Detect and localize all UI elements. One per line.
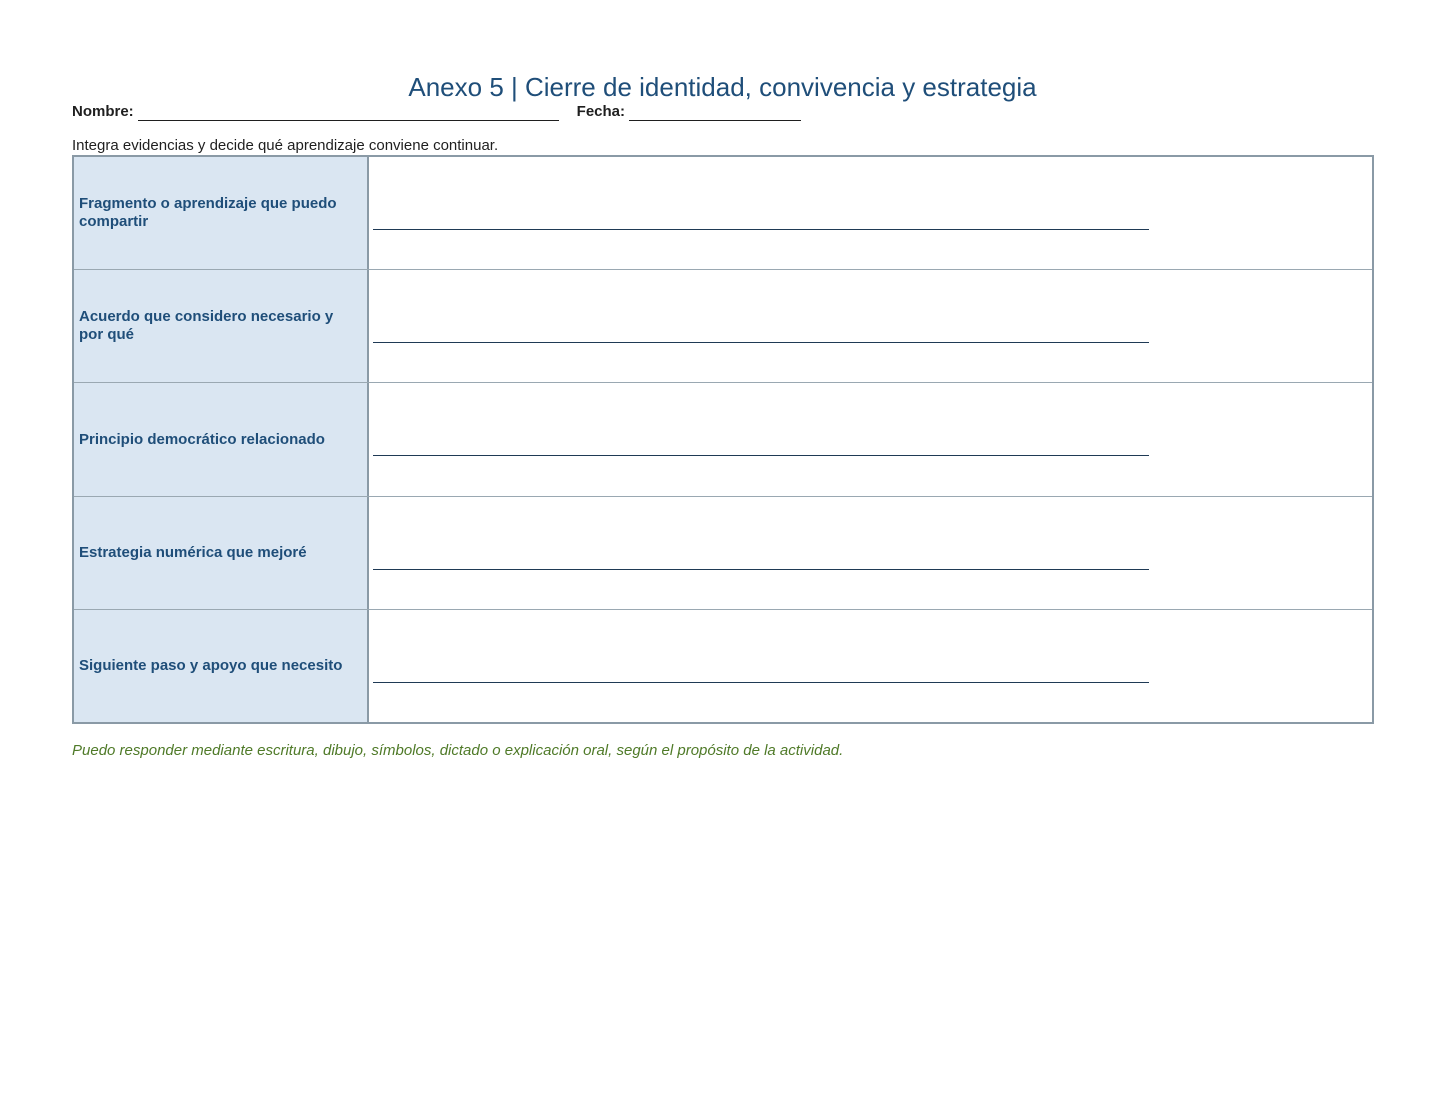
- name-label: Nombre:: [72, 103, 134, 120]
- answer-line: [373, 342, 1149, 343]
- answer-cell-fragment[interactable]: [369, 157, 1372, 269]
- name-field[interactable]: [138, 104, 559, 121]
- table-row: [74, 610, 1372, 722]
- header-fields: [72, 101, 801, 121]
- answer-cell-principle[interactable]: [369, 383, 1372, 495]
- row-label-strategy: Estrategia numérica que mejoré: [74, 497, 369, 609]
- answer-cell-next-step[interactable]: [369, 610, 1372, 722]
- answer-line: [373, 682, 1149, 683]
- table-row: [74, 497, 1372, 610]
- date-label: Fecha:: [576, 103, 626, 120]
- answer-line: [373, 229, 1149, 230]
- table-row: [74, 383, 1372, 496]
- row-label-agreement: Acuerdo que considero necesario y por qué: [74, 270, 369, 382]
- answer-line: [373, 569, 1149, 570]
- row-label-fragment: Fragmento o aprendizaje que puedo compartir: [74, 157, 369, 269]
- table-row: [74, 157, 1372, 270]
- reflection-table: [72, 155, 1374, 724]
- date-field[interactable]: [629, 104, 801, 121]
- page-title: Anexo 5 | Cierre de identidad, convivencia y estrategia: [408, 72, 1037, 102]
- response-options-note: Puedo responder mediante escritura, dibujo, símbolos, dictado o explicación oral, según el propósito de la actividad.: [72, 742, 844, 759]
- table-row: [74, 270, 1372, 383]
- answer-cell-strategy[interactable]: [369, 497, 1372, 609]
- answer-line: [373, 455, 1149, 456]
- instructions: Integra evidencias y decide qué aprendizaje conviene continuar.: [72, 137, 499, 154]
- answer-cell-agreement[interactable]: [369, 270, 1372, 382]
- row-label-next-step: Siguiente paso y apoyo que necesito: [74, 610, 369, 722]
- row-label-principle: Principio democrático relacionado: [74, 383, 369, 495]
